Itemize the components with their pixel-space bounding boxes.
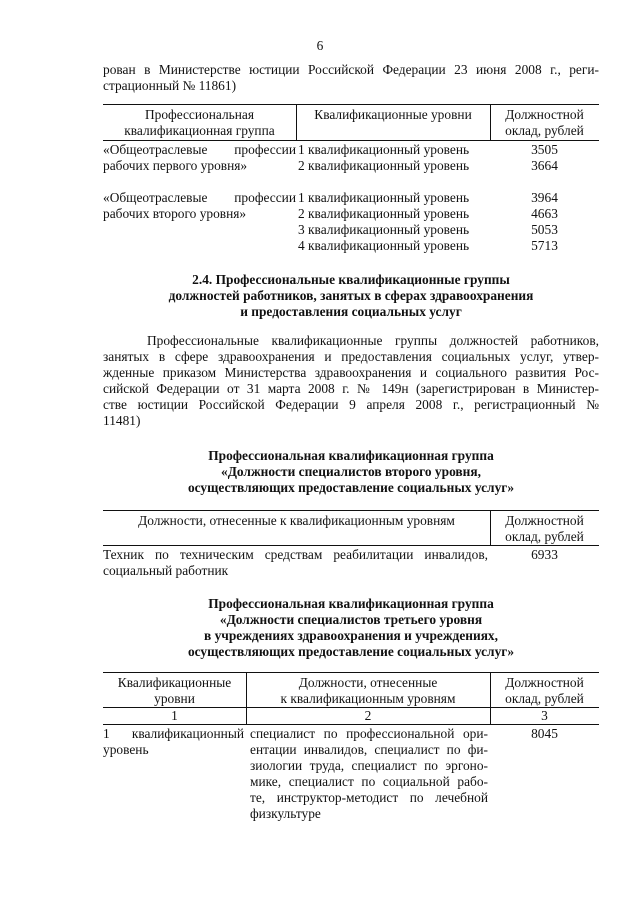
intro-line-1: рован в Министерстве юстиции Российской Федерации 23 июня 2008 г., реги- — [103, 62, 599, 77]
positions-cell — [103, 547, 488, 579]
heading-line: «Должности специалистов третьего уровня — [219, 612, 483, 627]
paragraph-line: жденные приказом Министерства здравоохранения и социального развития Рос- — [103, 365, 599, 380]
group-heading — [103, 596, 599, 660]
group-name-line: рабочих первого уровня» — [103, 158, 248, 173]
table-rule — [103, 724, 599, 725]
group-name-line: рабочих второго уровня» — [103, 206, 247, 221]
column-header-levels — [103, 675, 246, 707]
header-line: Должности, отнесенные — [298, 675, 438, 690]
page-number: 6 — [316, 38, 324, 53]
header-line: уровни — [154, 691, 195, 706]
salary-cell: 3664 — [531, 158, 558, 173]
heading-line: должностей работников, занятых в сферах здравоохранения — [168, 288, 534, 303]
heading-line: «Должности специалистов второго уровня, — [221, 464, 481, 479]
level-line: уровень — [103, 742, 149, 757]
positions-line: ентации инвалидов, специалист по фи- — [250, 742, 488, 757]
heading-line: Профессиональная квалификационная группа — [208, 596, 494, 611]
header-line: квалификационная группа — [124, 123, 275, 138]
salary-cell: 5713 — [531, 238, 558, 253]
column-header-positions — [246, 675, 490, 707]
heading-line: Профессиональная квалификационная группа — [208, 448, 494, 463]
column-number: 2 — [364, 708, 372, 723]
heading-line: осуществляющих предоставление социальных услуг» — [187, 480, 515, 495]
column-header-positions: Должности, отнесенные к квалификационным уровням — [138, 513, 455, 528]
level-cell: 1 квалификационный уровень — [298, 142, 470, 157]
paragraph-line: сийской Федерации от 31 марта 2008 г. № 149н (зарегистрирован в Министер- — [103, 381, 599, 396]
header-line: оклад, рублей — [505, 691, 584, 706]
group-name-line: «Общеотраслевые профессии — [103, 190, 296, 205]
column-header-salary — [490, 107, 599, 139]
positions-line: Техник по техническим средствам реабилитации инвалидов, — [103, 547, 488, 562]
column-number: 1 — [171, 708, 178, 723]
heading-line: осуществляющих предоставление социальных услуг» — [187, 644, 515, 659]
salary-cell: 3964 — [531, 190, 558, 205]
header-line: к квалификационным уровням — [280, 691, 456, 706]
level-cell: 2 квалификационный уровень — [298, 206, 470, 221]
section-heading — [103, 272, 599, 320]
salary-cell: 5053 — [531, 222, 558, 237]
table-rule — [103, 672, 599, 673]
table-rule — [103, 140, 599, 141]
group-name-line: «Общеотраслевые профессии — [103, 142, 296, 157]
header-line: Должностной — [505, 107, 584, 122]
table-row-group-name — [103, 142, 296, 174]
column-header-salary — [490, 675, 599, 707]
salary-cell: 8045 — [531, 726, 558, 741]
salary-cell: 4663 — [531, 206, 558, 221]
positions-line: физкультуре — [250, 806, 321, 821]
column-header-group — [103, 107, 296, 139]
positions-line: социальный работник — [103, 563, 229, 578]
level-cell: 4 квалификационный уровень — [298, 238, 470, 253]
paragraph-line: занятых в сфере здравоохранения и предоставления социальных услуг, утвер- — [103, 349, 599, 364]
column-number: 3 — [541, 708, 548, 723]
heading-line: в учреждениях здравоохранения и учреждениях, — [204, 628, 498, 643]
level-cell: 2 квалификационный уровень — [298, 158, 470, 173]
table-rule — [103, 545, 599, 546]
level-cell — [103, 726, 244, 758]
group-heading — [103, 448, 599, 496]
heading-line: и предоставления социальных услуг — [240, 304, 462, 319]
positions-line: те, инструктор-методист по лечебной — [250, 790, 488, 805]
table-rule — [103, 510, 599, 511]
column-header-levels: Квалификационные уровни — [314, 107, 472, 122]
header-line: оклад, рублей — [505, 123, 584, 138]
table-rule — [103, 104, 599, 105]
paragraph-line: Профессиональные квалификационные группы должностей работников, — [147, 333, 599, 348]
level-cell: 1 квалификационный уровень — [298, 190, 470, 205]
column-header-salary — [490, 513, 599, 545]
salary-cell: 3505 — [531, 142, 558, 157]
header-line: Должностной — [505, 675, 584, 690]
intro-line-2: страционный № 11861) — [103, 78, 237, 93]
header-line: оклад, рублей — [505, 529, 584, 544]
header-line: Профессиональная — [144, 107, 255, 122]
positions-line: мике, специалист по социальной рабо- — [250, 774, 488, 789]
positions-cell — [250, 726, 488, 822]
paragraph-line: стве юстиции Российской Федерации 9 апреля 2008 г., регистрационный № — [103, 397, 599, 412]
paragraph-line: 11481) — [103, 413, 141, 428]
heading-line: 2.4. Профессиональные квалификационные группы — [192, 272, 510, 287]
level-line: 1 квалификационный — [103, 726, 244, 741]
salary-cell: 6933 — [531, 547, 558, 562]
table-row-group-name — [103, 190, 296, 222]
level-cell: 3 квалификационный уровень — [298, 222, 470, 237]
positions-line: специалист по профессиональной ори- — [250, 726, 488, 741]
header-line: Квалификационные — [117, 675, 232, 690]
header-line: Должностной — [505, 513, 584, 528]
positions-line: зиологии труда, специалист по эргоно- — [250, 758, 488, 773]
